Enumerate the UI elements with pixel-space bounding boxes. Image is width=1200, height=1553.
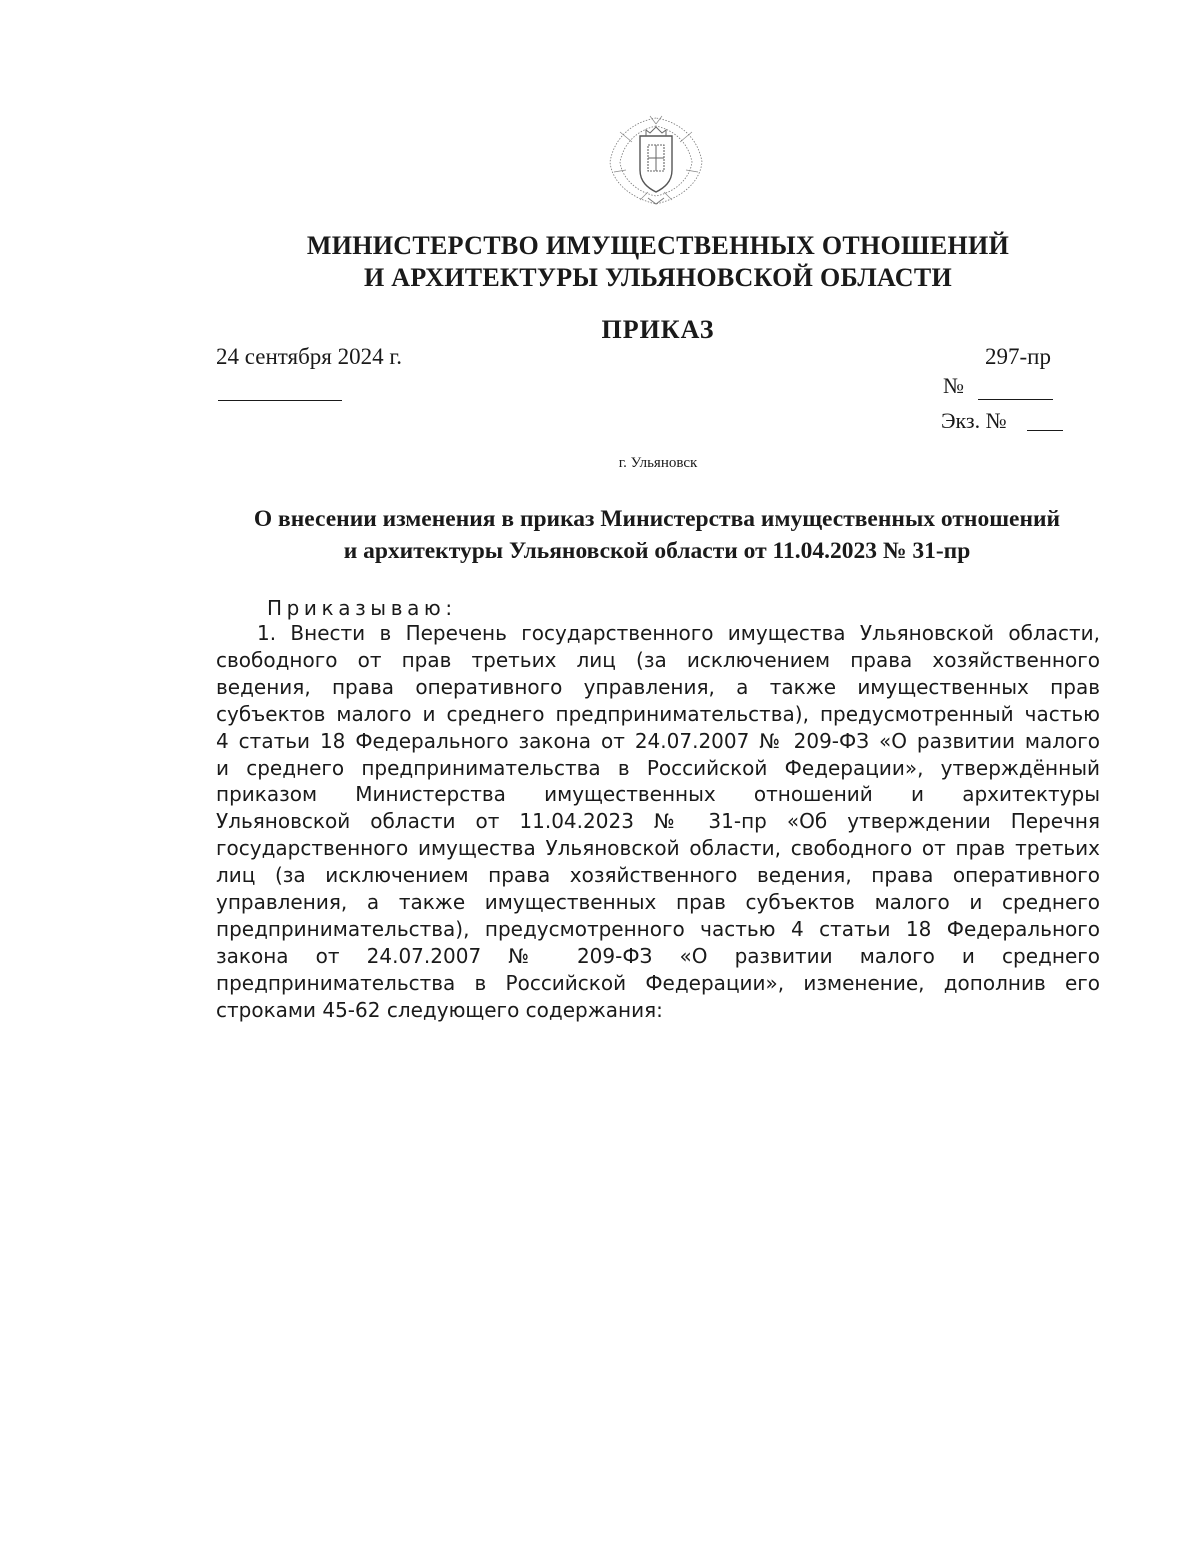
order-number: 297-пр [985, 344, 1051, 369]
city-name: г. Ульяновск [618, 455, 698, 471]
body-line: и среднего предпринимательства в Российской Федерации», утверждённый [216, 755, 1100, 780]
body-line: строками 45-62 следующего содержания: [216, 997, 663, 1022]
body-line: ведения, права оперативного управления, а также имущественных прав [216, 674, 1100, 699]
body-line: закона от 24.07.2007 № 209-ФЗ «О развитии малого и среднего [216, 943, 1100, 968]
body-line: предпринимательства в Российской Федерации», изменение, дополнив его [216, 970, 1100, 995]
order-date: 24 сентября 2024 г. [216, 344, 402, 369]
body-line: Ульяновской области от 11.04.2023 № 31-пр «Об утверждении Перечня [216, 809, 1100, 834]
coat-of-arms-emblem [600, 112, 712, 210]
body-line: приказом Министерства имущественных отношений и архитектуры [216, 782, 1100, 807]
body-line: 4 статьи 18 Федерального закона от 24.07.2007 № 209-ФЗ «О развитии малого [216, 728, 1100, 753]
body-line: государственного имущества Ульяновской области, свободного от прав третьих [216, 836, 1100, 861]
title-line-1: О внесении изменения в приказ Министерства имущественных отношений [253, 506, 1061, 532]
date-underline [218, 400, 342, 401]
copy-number-underline [1027, 430, 1063, 431]
document-title [215, 503, 1099, 567]
number-label: № [943, 373, 964, 398]
order-word: Приказываю: [267, 596, 457, 620]
ministry-name-line-2: И АРХИТЕКТУРЫ УЛЬЯНОВСКОЙ ОБЛАСТИ [363, 263, 953, 292]
body-paragraph [216, 620, 1100, 1024]
body-line: предпринимательства), предусмотренного частью 4 статьи 18 Федерального [216, 916, 1100, 941]
body-line: 1. Внести в Перечень государственного имущества Ульяновской области, [257, 621, 1100, 645]
body-line: лиц (за исключением права хозяйственного ведения, права оперативного [216, 863, 1100, 888]
document-type: ПРИКАЗ [601, 315, 715, 344]
ministry-name-line-1: МИНИСТЕРСТВО ИМУЩЕСТВЕННЫХ ОТНОШЕНИЙ [306, 231, 1010, 260]
body-line: управления, а также имущественных прав субъектов малого и среднего [216, 890, 1100, 915]
title-line-2: и архитектуры Ульяновской области от 11.04.2023 № 31-пр [343, 538, 971, 564]
body-line: свободного от прав третьих лиц (за исключением права хозяйственного [216, 647, 1100, 672]
copy-number-label: Экз. № [941, 408, 1007, 433]
number-underline [978, 399, 1053, 400]
body-line: субъектов малого и среднего предпринимательства), предусмотренный частью [216, 701, 1100, 726]
